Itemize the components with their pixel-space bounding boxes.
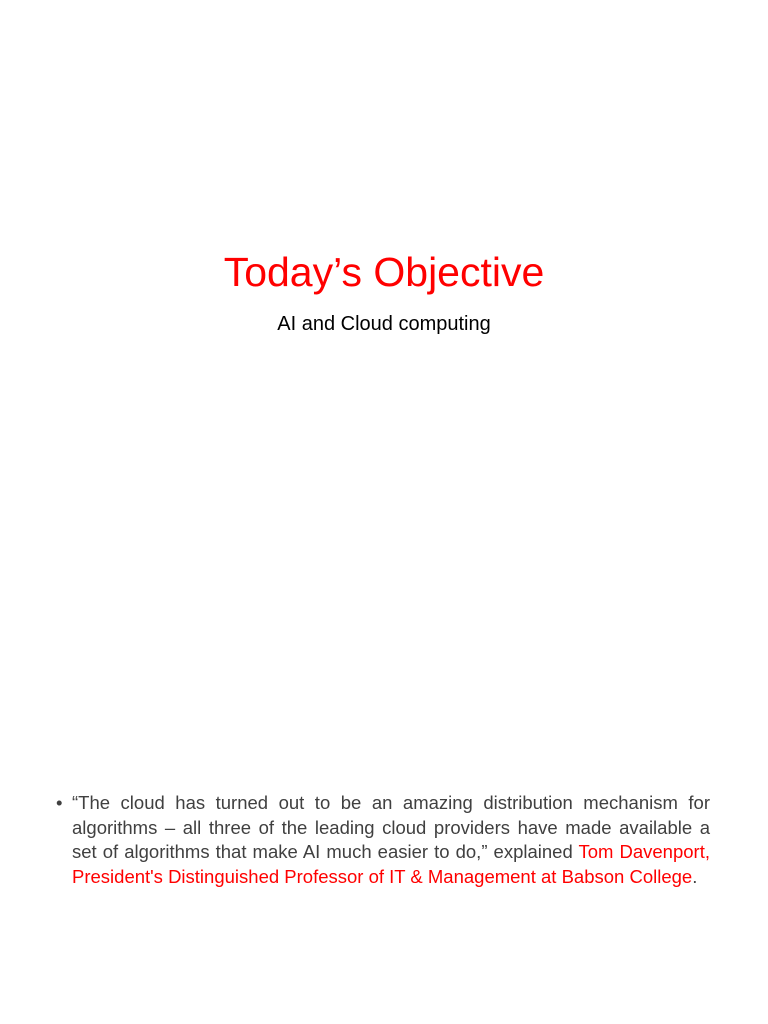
- slide-subtitle: AI and Cloud computing: [277, 313, 491, 335]
- bullet-list: [56, 791, 710, 889]
- slide-title: Today’s Objective: [223, 249, 545, 295]
- quote-end-period: .: [692, 865, 698, 887]
- quote-text: “The cloud has turned out to be an amazing distribution mechanism for algorithms – all three of the leading cloud providers have made available a set of algorithms that make AI much easier to do,” explained: [72, 792, 710, 862]
- quote-bullet-item: [56, 791, 710, 889]
- bullet-marker: •: [56, 792, 63, 813]
- quote-attribution: Tom Davenport, President's Distinguished Professor of IT & Management at Babson College: [72, 841, 710, 887]
